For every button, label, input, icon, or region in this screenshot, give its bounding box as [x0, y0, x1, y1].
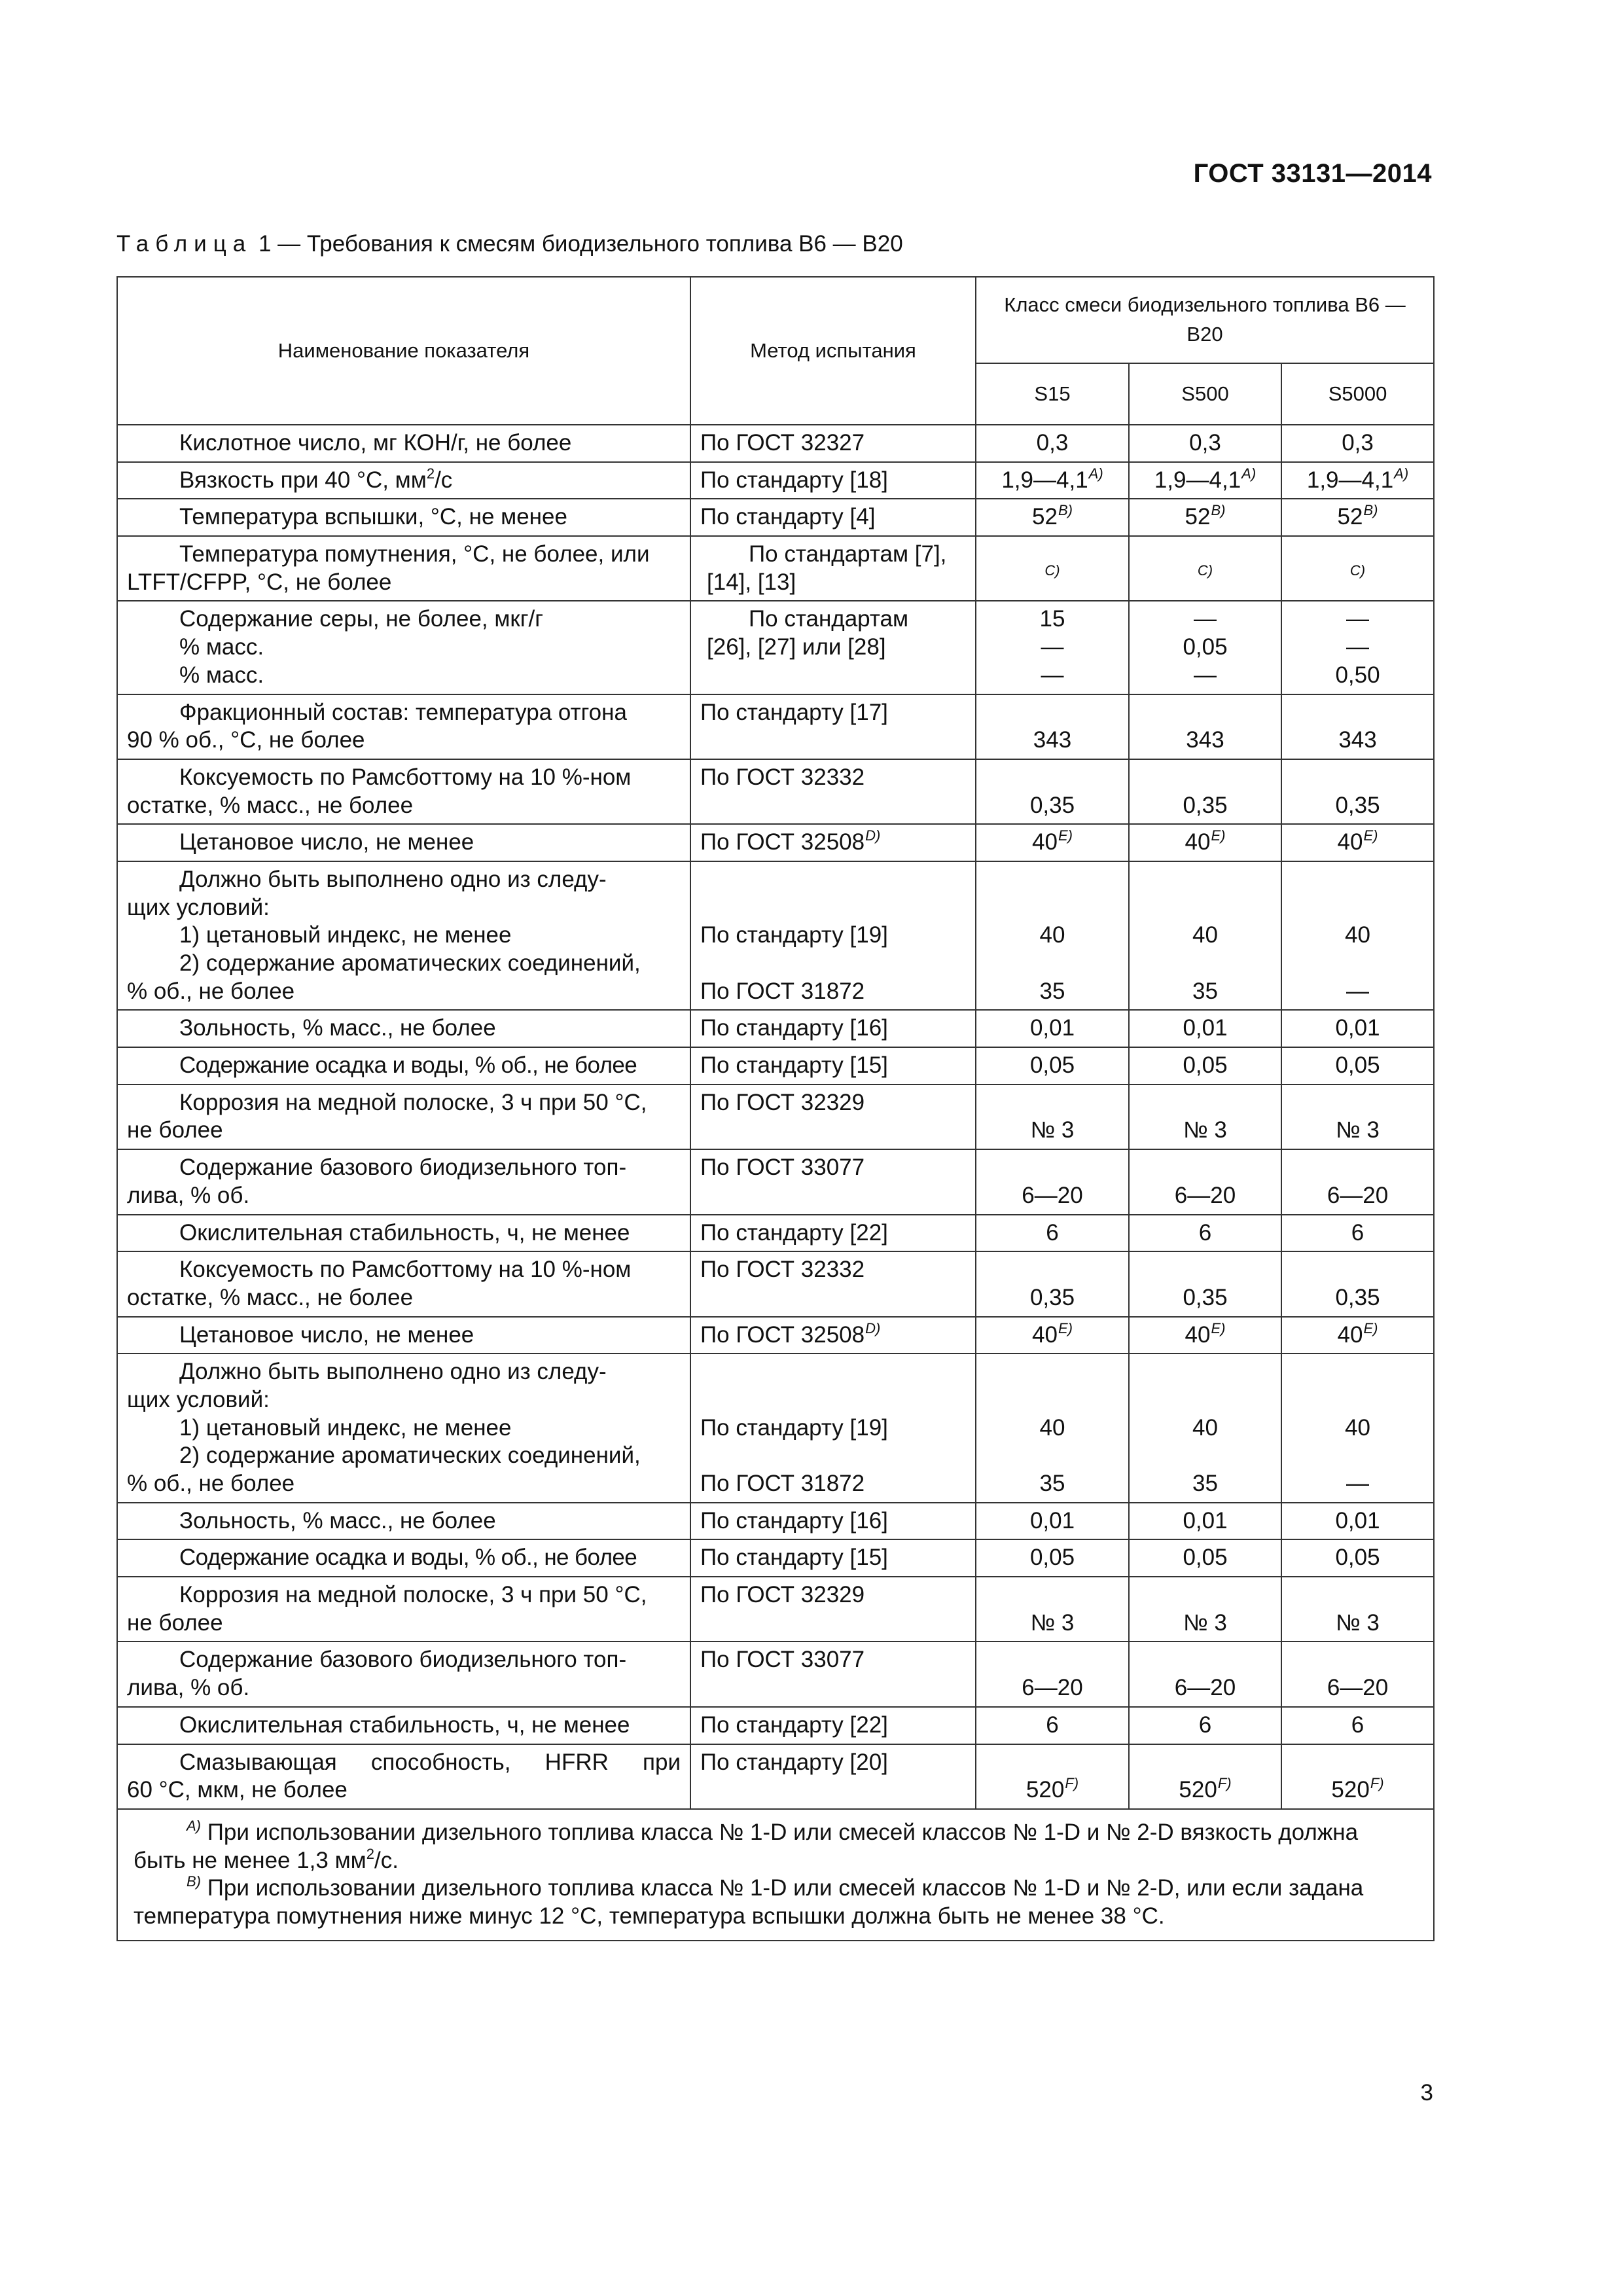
table-row: [117, 1707, 1434, 1744]
indicator-line: Коррозия на медной полоске, 3 ч при 50 °C,: [179, 1089, 647, 1115]
indicator-line: Коксуемость по Рамсботтому на 10 %-ном: [179, 764, 632, 790]
value-s15: 343: [976, 694, 1129, 759]
value-s5000: [1281, 861, 1434, 1010]
value-s500: 343: [1129, 694, 1281, 759]
indicator-line: щих условий:: [127, 1386, 270, 1412]
value-s5000: 6—20: [1281, 1641, 1434, 1706]
indicator-line: 90 % об., °C, не более: [127, 727, 365, 753]
table-row: [117, 1744, 1434, 1809]
header-s500: S500: [1129, 363, 1281, 425]
value-line: 35: [1039, 1471, 1065, 1496]
method-line: По ГОСТ 31872: [700, 978, 865, 1004]
value-s5000: [1281, 601, 1434, 694]
value-s15: 0,01: [976, 1010, 1129, 1047]
value-text: 40: [1337, 829, 1363, 855]
footnote-a-text: быть не менее 1,3 мм: [134, 1847, 366, 1873]
indicator-line: лива, % об.: [127, 1182, 250, 1208]
value-s500: [1129, 1317, 1281, 1354]
test-method: По ГОСТ 32329: [690, 1577, 976, 1641]
value-line: 35: [1039, 978, 1065, 1004]
table-row: [117, 462, 1434, 499]
indicator-line: лива, % об.: [127, 1675, 250, 1701]
value-line: 15: [1039, 606, 1065, 632]
footnote-mark: E): [1058, 1319, 1073, 1336]
table-caption-label: Таблица: [116, 231, 253, 257]
value-s500: [1129, 1744, 1281, 1809]
footnote-mark: E): [1363, 827, 1378, 844]
value-s15: [976, 1354, 1129, 1502]
value-s5000: 0,01: [1281, 1503, 1434, 1540]
value-s15: 6: [976, 1707, 1129, 1744]
indicator-line: Должно быть выполнено одно из следу-: [179, 866, 607, 892]
footnote-mark: F): [1065, 1775, 1079, 1792]
test-method: По стандарту [18]: [690, 462, 976, 499]
test-method: По стандарту [15]: [690, 1539, 976, 1577]
footnote-mark: C): [1349, 562, 1366, 579]
table-row: [117, 1577, 1434, 1641]
footnote-mark: B): [187, 1873, 201, 1890]
value-line: —: [1041, 634, 1064, 660]
value-s500: 0,05: [1129, 1539, 1281, 1577]
value-s5000: 0,05: [1281, 1539, 1434, 1577]
superscript: 2: [366, 1845, 374, 1862]
value-text: 1,9—4,1: [1154, 467, 1241, 493]
value-s500: [1129, 861, 1281, 1010]
indicator-line: Смазывающая способность, HFRR при: [179, 1749, 681, 1775]
indicator-text: Вязкость при 40 °C, мм: [179, 467, 427, 493]
indicator-name: [117, 1149, 690, 1214]
table-row: [117, 1010, 1434, 1047]
table-row: [117, 861, 1434, 1010]
footnote-b: [134, 1874, 1420, 1903]
table-row: [117, 1251, 1434, 1316]
indicator-name: [117, 1744, 690, 1809]
value-s500: 0,01: [1129, 1010, 1281, 1047]
indicator-name: Температура вспышки, °C, не менее: [117, 499, 690, 536]
header-indicator-name: Наименование показателя: [117, 277, 690, 425]
value-s5000: 6: [1281, 1707, 1434, 1744]
footnote-b-continued: температура помутнения ниже минус 12 °C, температура вспышки должна быть не менее 38 °C.: [134, 1903, 1165, 1929]
footnote-mark: E): [1211, 827, 1226, 844]
indicator-name: [117, 861, 690, 1010]
value-s15: 0,05: [976, 1047, 1129, 1085]
test-method: По стандарту [22]: [690, 1707, 976, 1744]
value-line: 40: [1192, 922, 1218, 948]
value-s15: 6—20: [976, 1149, 1129, 1214]
test-method: По стандарту [22]: [690, 1215, 976, 1252]
value-text: 520: [1026, 1777, 1065, 1803]
indicator-name: Окислительная стабильность, ч, не менее: [117, 1215, 690, 1252]
test-method: По стандарту [16]: [690, 1503, 976, 1540]
value-s500: 0,35: [1129, 1251, 1281, 1316]
value-line: 40: [1345, 922, 1370, 948]
value-line: —: [1346, 978, 1370, 1004]
value-line: —: [1346, 634, 1370, 660]
method-line: [14], [13]: [707, 569, 796, 595]
method-line: По ГОСТ 31872: [700, 1471, 865, 1496]
method-text: По ГОСТ 32508: [700, 829, 865, 855]
value-s500: 6: [1129, 1215, 1281, 1252]
header-s5000: S5000: [1281, 363, 1434, 425]
indicator-line: % об., не более: [127, 978, 295, 1004]
indicator-name: [117, 1085, 690, 1149]
value-text: 40: [1032, 829, 1058, 855]
value-s500: № 3: [1129, 1577, 1281, 1641]
indicator-line: LTFT/CFPP, °C, не более: [127, 569, 392, 595]
footnote-a-continued: [134, 1847, 1420, 1875]
footnote-mark: B): [1058, 502, 1073, 519]
value-text: 40: [1032, 1321, 1058, 1348]
value-s15: № 3: [976, 1085, 1129, 1149]
value-line: 40: [1345, 1414, 1370, 1441]
test-method: По ГОСТ 32332: [690, 1251, 976, 1316]
requirements-table: [116, 276, 1435, 1941]
test-method: По ГОСТ 32332: [690, 759, 976, 824]
value-s500: [1129, 824, 1281, 861]
value-s500: 6: [1129, 1707, 1281, 1744]
indicator-line: не более: [127, 1117, 223, 1143]
header-s15: S15: [976, 363, 1129, 425]
table-row: [117, 1215, 1434, 1252]
table-row: [117, 1317, 1434, 1354]
value-line: 35: [1192, 978, 1218, 1004]
test-method: [690, 861, 976, 1010]
value-s15: 0,35: [976, 1251, 1129, 1316]
indicator-line: % масс.: [179, 634, 264, 660]
indicator-line: % масс.: [179, 662, 264, 688]
footnote-b-text: При использовании дизельного топлива класса № 1-D или смесей классов № 1-D и № 2-D, или если задана: [207, 1875, 1364, 1901]
value-line: —: [1194, 662, 1217, 688]
method-word: По стандартам: [749, 606, 909, 632]
method-text: По ГОСТ 32508: [700, 1321, 865, 1348]
indicator-line: Должно быть выполнено одно из следу-: [179, 1359, 607, 1385]
value-text: 52: [1337, 504, 1363, 530]
value-text: 52: [1032, 504, 1058, 530]
value-line: —: [1346, 606, 1370, 632]
test-method: [690, 536, 976, 601]
header-class-group: Класс смеси биодизельного топлива В6 — В20: [976, 277, 1434, 363]
indicator-name: [117, 462, 690, 499]
indicator-line: Фракционный состав: температура отгона: [179, 699, 627, 725]
value-s5000: 0,05: [1281, 1047, 1434, 1085]
value-s500: 0,35: [1129, 759, 1281, 824]
value-s500: 6—20: [1129, 1641, 1281, 1706]
value-line: 40: [1039, 922, 1065, 948]
indicator-text: /с: [435, 467, 453, 493]
test-method: По стандарту [20]: [690, 1744, 976, 1809]
footnote-mark: A): [187, 1817, 201, 1834]
value-text: 1,9—4,1: [1306, 467, 1394, 493]
header-test-method: Метод испытания: [690, 277, 976, 425]
document-code: ГОСТ 33131—2014: [1193, 159, 1432, 188]
test-method: [690, 1354, 976, 1502]
table-row: [117, 499, 1434, 536]
table-row: [117, 536, 1434, 601]
value-s5000: 0,35: [1281, 759, 1434, 824]
table-row: [117, 425, 1434, 462]
value-s15: [976, 499, 1129, 536]
table-row: [117, 1085, 1434, 1149]
value-s15: 6—20: [976, 1641, 1129, 1706]
table-row: [117, 1539, 1434, 1577]
test-method: По ГОСТ 32327: [690, 425, 976, 462]
table-caption: [116, 231, 903, 257]
superscript: 2: [426, 465, 435, 482]
value-s5000: 6—20: [1281, 1149, 1434, 1214]
value-s15: [976, 861, 1129, 1010]
value-s500: [1129, 499, 1281, 536]
indicator-line: % об., не более: [127, 1471, 295, 1496]
footnote-a-text: /с.: [374, 1847, 399, 1873]
table-footnotes: [117, 1809, 1434, 1941]
indicator-name: Окислительная стабильность, ч, не менее: [117, 1707, 690, 1744]
value-line: 0,05: [1183, 634, 1228, 660]
value-s15: 0,3: [976, 425, 1129, 462]
method-line: По стандартам [7],: [749, 541, 947, 567]
indicator-line: Содержание базового биодизельного топ-: [179, 1155, 627, 1181]
value-s5000: [1281, 1317, 1434, 1354]
value-s15: [976, 601, 1129, 694]
footnote-mark: A): [1088, 465, 1103, 482]
value-line: 0,50: [1335, 662, 1380, 688]
indicator-line: Коррозия на медной полоске, 3 ч при 50 °C,: [179, 1582, 647, 1608]
footnote-mark: C): [1197, 562, 1213, 579]
table-row: [117, 824, 1434, 861]
value-line: 40: [1039, 1414, 1065, 1441]
value-s5000: 0,3: [1281, 425, 1434, 462]
method-line: [707, 605, 966, 634]
indicator-line: 1) цетановый индекс, не менее: [179, 922, 512, 948]
value-s5000: [1281, 824, 1434, 861]
value-s5000: 0,01: [1281, 1010, 1434, 1047]
test-method: [690, 601, 976, 694]
test-method: По стандарту [4]: [690, 499, 976, 536]
table-row: [117, 1641, 1434, 1706]
value-line: 35: [1192, 1471, 1218, 1496]
footnote-mark: D): [865, 1319, 881, 1336]
indicator-name: [117, 1354, 690, 1502]
indicator-line: Содержание серы, не более, мкг/г: [179, 606, 544, 632]
indicator-name: [117, 536, 690, 601]
value-s500: 0,05: [1129, 1047, 1281, 1085]
value-s15: 0,01: [976, 1503, 1129, 1540]
footnote-mark: E): [1211, 1319, 1226, 1336]
indicator-line: Содержание базового биодизельного топ-: [179, 1647, 627, 1673]
value-line: —: [1194, 606, 1217, 632]
value-line: —: [1041, 662, 1064, 688]
value-s500: 6—20: [1129, 1149, 1281, 1214]
footnote-mark: F): [1370, 1775, 1384, 1792]
value-s5000: [1281, 462, 1434, 499]
indicator-name: [117, 1251, 690, 1316]
test-method: По ГОСТ 32329: [690, 1085, 976, 1149]
indicator-line: 2) содержание ароматических соединений,: [179, 1443, 641, 1469]
indicator-line: щих условий:: [127, 894, 270, 920]
value-s500: 0,01: [1129, 1503, 1281, 1540]
table-row: [117, 694, 1434, 759]
page-number: 3: [1420, 2080, 1433, 2106]
value-s5000: [1281, 536, 1434, 601]
method-line: По стандарту [19]: [700, 1414, 888, 1441]
table-row: [117, 759, 1434, 824]
indicator-name: Зольность, % масс., не более: [117, 1010, 690, 1047]
value-s15: [976, 1317, 1129, 1354]
value-s500: [1129, 601, 1281, 694]
value-s15: [976, 824, 1129, 861]
footnote-a-text: При использовании дизельного топлива класса № 1-D или смесей классов № 1-D и № 2-D вязкость должна: [207, 1819, 1359, 1845]
footnote-mark: A): [1241, 465, 1257, 482]
indicator-line: 1) цетановый индекс, не менее: [179, 1414, 512, 1441]
value-s5000: № 3: [1281, 1577, 1434, 1641]
table-row: [117, 601, 1434, 694]
value-s5000: [1281, 1354, 1434, 1502]
test-method: [690, 824, 976, 861]
value-s500: [1129, 462, 1281, 499]
value-s500: 0,3: [1129, 425, 1281, 462]
value-text: 520: [1179, 1777, 1217, 1803]
footnote-mark: B): [1363, 502, 1378, 519]
value-s15: 6: [976, 1215, 1129, 1252]
indicator-name: [117, 759, 690, 824]
value-s500: № 3: [1129, 1085, 1281, 1149]
table-row: [117, 1047, 1434, 1085]
value-s5000: 343: [1281, 694, 1434, 759]
indicator-name: Зольность, % масс., не более: [117, 1503, 690, 1540]
footnote-mark: B): [1211, 502, 1226, 519]
value-s500: [1129, 536, 1281, 601]
footnote-mark: E): [1058, 827, 1073, 844]
value-s15: [976, 1744, 1129, 1809]
indicator-line: Коксуемость по Рамсботтому на 10 %-ном: [179, 1257, 632, 1283]
value-s15: № 3: [976, 1577, 1129, 1641]
test-method: По ГОСТ 33077: [690, 1641, 976, 1706]
value-text: 1,9—4,1: [1001, 467, 1088, 493]
value-text: 52: [1185, 504, 1211, 530]
test-method: [690, 1317, 976, 1354]
test-method: По стандарту [15]: [690, 1047, 976, 1085]
footnote-mark: E): [1363, 1319, 1378, 1336]
indicator-name: Содержание осадка и воды, % об., не более: [117, 1539, 690, 1577]
value-s500: [1129, 1354, 1281, 1502]
indicator-line: Температура помутнения, °C, не более, или: [179, 541, 650, 567]
value-s5000: № 3: [1281, 1085, 1434, 1149]
indicator-name: [117, 601, 690, 694]
value-line: 40: [1192, 1414, 1218, 1441]
value-s15: 0,35: [976, 759, 1129, 824]
table-row: [117, 1149, 1434, 1214]
value-text: 40: [1185, 829, 1211, 855]
method-line: По стандарту [19]: [700, 922, 888, 948]
indicator-name: Кислотное число, мг КОН/г, не более: [117, 425, 690, 462]
footnote-mark: A): [1394, 465, 1409, 482]
test-method: По стандарту [16]: [690, 1010, 976, 1047]
indicator-name: [117, 1641, 690, 1706]
value-s5000: 0,35: [1281, 1251, 1434, 1316]
indicator-line: не более: [127, 1609, 223, 1636]
test-method: По стандарту [17]: [690, 694, 976, 759]
value-s15: [976, 536, 1129, 601]
value-line: —: [1346, 1471, 1370, 1496]
indicator-line: 2) содержание ароматических соединений,: [179, 950, 641, 976]
value-s5000: 6: [1281, 1215, 1434, 1252]
indicator-name: Цетановое число, не менее: [117, 824, 690, 861]
indicator-line: 60 °C, мкм, не более: [127, 1777, 348, 1803]
indicator-name: Цетановое число, не менее: [117, 1317, 690, 1354]
indicator-name: [117, 694, 690, 759]
table-row: [117, 1503, 1434, 1540]
table-row: [117, 1354, 1434, 1502]
indicator-name: Содержание осадка и воды, % об., не более: [117, 1047, 690, 1085]
footnote-mark: C): [1044, 562, 1060, 579]
value-text: 520: [1331, 1777, 1370, 1803]
footnotes-cell: [117, 1809, 1434, 1941]
method-line: [26], [27] или [28]: [707, 634, 886, 660]
footnote-a: [134, 1819, 1420, 1847]
value-s15: [976, 462, 1129, 499]
indicator-line: остатке, % масс., не более: [127, 1284, 414, 1310]
test-method: По ГОСТ 33077: [690, 1149, 976, 1214]
value-s15: 0,05: [976, 1539, 1129, 1577]
value-s5000: [1281, 1744, 1434, 1809]
value-s5000: [1281, 499, 1434, 536]
indicator-line: остатке, % масс., не более: [127, 792, 414, 818]
footnote-mark: D): [865, 827, 881, 844]
indicator-name: [117, 1577, 690, 1641]
value-text: 40: [1185, 1321, 1211, 1348]
footnote-mark: F): [1217, 1775, 1232, 1792]
table-caption-text: 1 — Требования к смесям биодизельного топлива В6 — В20: [258, 231, 903, 257]
value-text: 40: [1337, 1321, 1363, 1348]
